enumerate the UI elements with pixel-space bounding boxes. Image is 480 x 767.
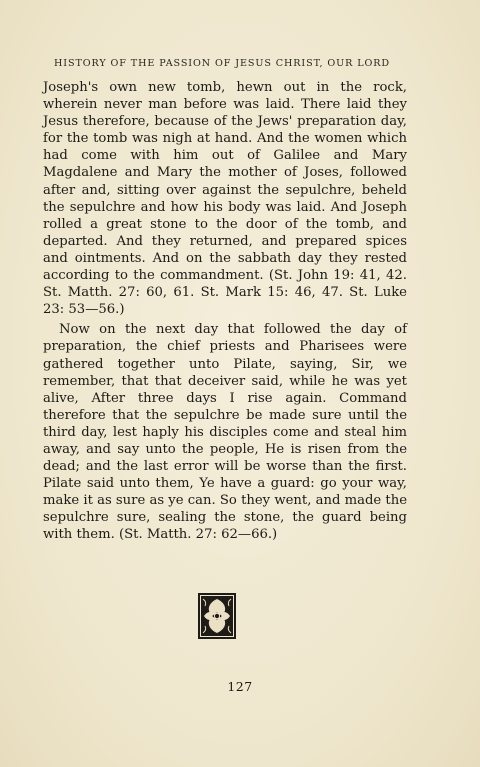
running-header: HISTORY OF THE PASSION OF JESUS CHRIST, OUR LORD (54, 58, 390, 69)
floral-ornament-icon (198, 593, 236, 639)
body-text (43, 79, 407, 544)
paragraph-2: Now on the next day that followed the day of preparation, the chief priests and Pharisees were gathered together unto Pilate, saying, Sir, we remember, that that deceiver said, while he was yet alive, After three days I rise again. Command therefore that the sepulchre be made sure until the third day, lest haply his disciples come and steal him away, and say unto the people, He is risen from the dead; and the last error will be worse than the first. Pilate said unto them, Ye have a guard: go your way, make it as sure as ye can. So they went, and made the sepulchre sure, sealing the stone, the guard being with them. (St. Matth. 27: 62—66.) (43, 322, 407, 543)
page-number: 127 (227, 679, 253, 694)
paragraph-1: Joseph's own new tomb, hewn out in the rock, wherein never man before was laid. There laid they Jesus therefore, because of the Jews' preparation day, for the tomb was nigh at hand. And the women which had come with him out of Galilee and Mary Magdalene and Mary the mother of Joses, followed after and, sitting over against the sepulchre, beheld the sepulchre and how his body was laid. And Joseph rolled a great stone to the door of the tomb, and departed. And they returned, and prepared spices and ointments. And on the sabbath day they rested according to the commandment. (St. John 19: 41, 42. St. Matth. 27: 60, 61. St. Mark 15: 46, 47. St. Luke 23: 53—56.) (43, 80, 407, 318)
